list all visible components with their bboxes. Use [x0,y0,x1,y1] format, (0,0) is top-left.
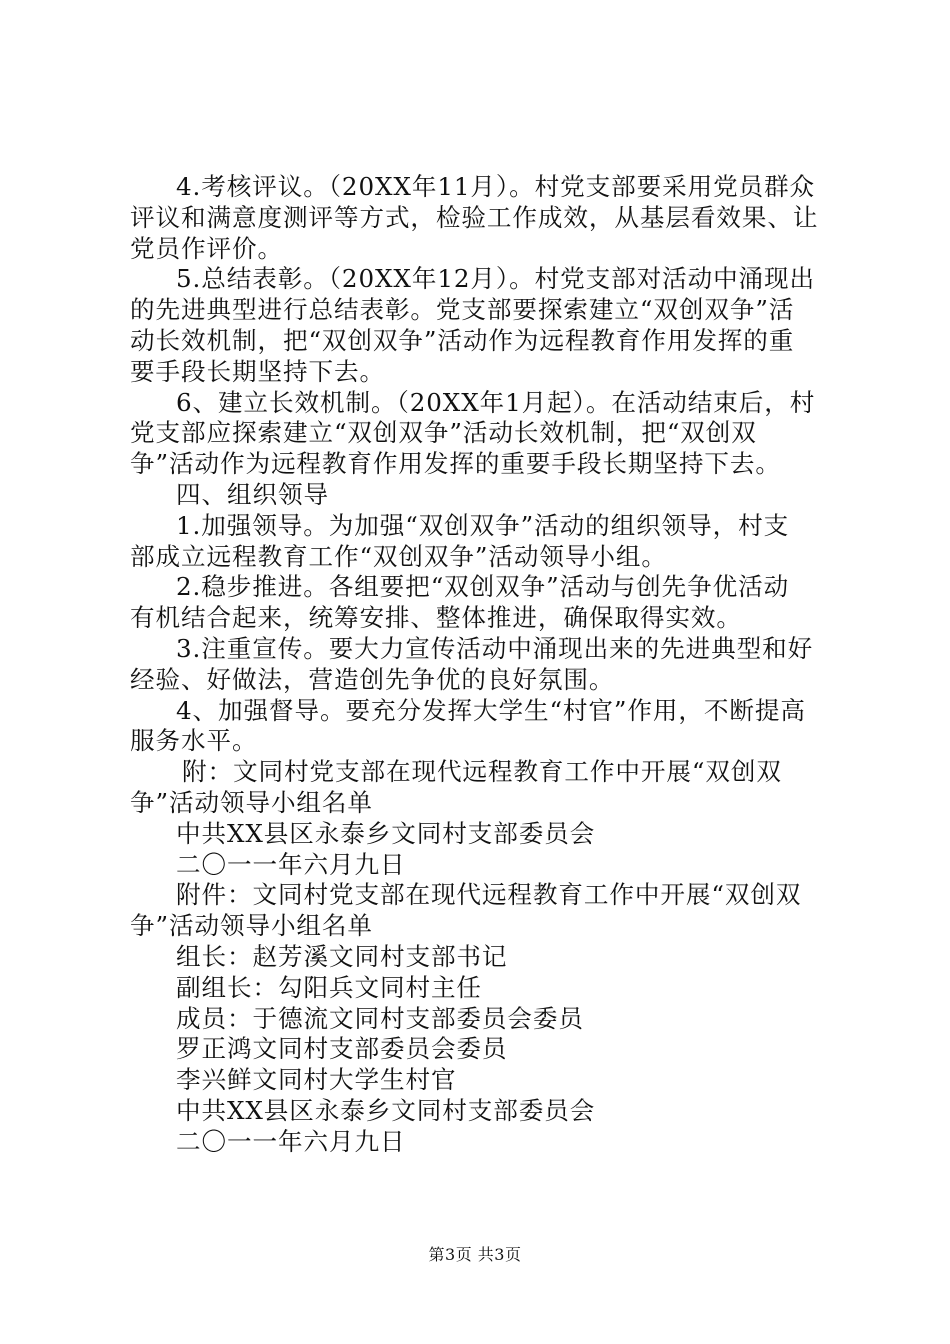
signature-org: 中共XX县区永泰乡文同村支部委员会 [176,818,596,848]
page-number: 第3页 共3页 [428,1245,522,1264]
paragraph-line: 1.加强领导。为加强“双创双争”活动的组织领导，村支 [176,510,790,540]
paragraph-line: 4、加强督导。要充分发挥大学生“村官”作用，不断提高 [176,695,806,725]
paragraph-line: 党支部应探索建立“双创双争”活动长效机制，把“双创双 [130,418,757,448]
signature-org: 中共XX县区永泰乡文同村支部委员会 [176,1095,596,1125]
paragraph-line: 2.稳步推进。各组要把“双创双争”活动与创先争优活动 [176,572,790,602]
member-line: 李兴鲜文同村大学生村官 [176,1065,457,1095]
signature-date: 二〇一一年六月九日 [176,849,406,879]
attachment-note: 争”活动领导小组名单 [130,787,373,817]
paragraph-line: 要手段长期坚持下去。 [130,356,385,386]
member-line: 成员：于德流文同村支部委员会委员 [176,1003,584,1033]
paragraph-line: 的先进典型进行总结表彰。党支部要探索建立“双创双争”活 [130,295,795,325]
paragraph-line: 评议和满意度测评等方式，检验工作成效，从基层看效果、让 [130,202,819,232]
member-line: 副组长：勾阳兵文同村主任 [176,972,482,1002]
member-line: 组长：赵芳溪文同村支部书记 [176,941,508,971]
paragraph-line: 部成立远程教育工作“双创双争”活动领导小组。 [130,541,667,571]
document-body [130,172,830,1158]
paragraph-line: 有机结合起来，统筹安排、整体推进，确保取得实效。 [130,603,742,633]
paragraph-line: 争”活动作为远程教育作用发挥的重要手段长期坚持下去。 [130,449,781,479]
attachment-title: 争”活动领导小组名单 [130,911,373,941]
paragraph-line: 5.总结表彰。（20XX年12月）。村党支部对活动中涌现出 [176,264,816,294]
paragraph-line: 6、建立长效机制。（20XX年1月起）。在活动结束后，村 [176,387,816,417]
attachment-title: 附件：文同村党支部在现代远程教育工作中开展“双创双 [176,880,802,910]
section-heading: 四、组织领导 [176,479,329,509]
paragraph-line: 经验、好做法，营造创先争优的良好氛围。 [130,664,615,694]
paragraph-line: 4.考核评议。（20XX年11月）。村党支部要采用党员群众 [176,172,816,201]
paragraph-line: 党员作评价。 [130,233,283,263]
member-line: 罗正鸿文同村支部委员会委员 [176,1034,508,1064]
paragraph-line: 服务水平。 [130,726,258,756]
signature-date: 二〇一一年六月九日 [176,1126,406,1156]
attachment-note: 附：文同村党支部在现代远程教育工作中开展“双创双 [182,757,782,787]
paragraph-line: 3.注重宣传。要大力宣传活动中涌现出来的先进典型和好 [176,633,814,663]
paragraph-line: 动长效机制，把“双创双争”活动作为远程教育作用发挥的重 [130,325,795,355]
